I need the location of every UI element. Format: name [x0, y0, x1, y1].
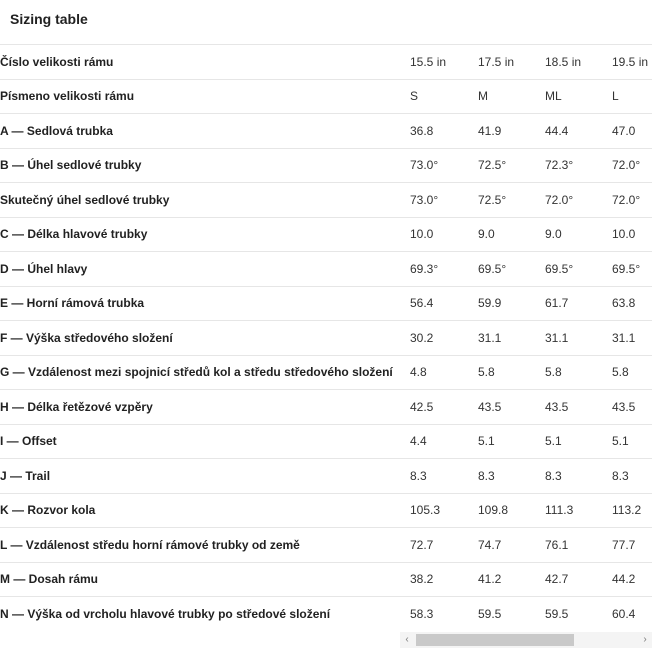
- table-cell: 42.5: [410, 399, 434, 414]
- table-cell: 73.0°: [410, 158, 439, 173]
- scroll-left-arrow-icon[interactable]: ‹: [405, 634, 409, 645]
- scrollbar-thumb[interactable]: [416, 634, 574, 646]
- table-row: [0, 459, 652, 494]
- table-row: [0, 528, 652, 563]
- row-label: J — Trail: [0, 468, 51, 483]
- row-label: I — Offset: [0, 434, 57, 449]
- table-cell: 9.0: [478, 227, 495, 242]
- header-label: Číslo velikosti rámu: [0, 54, 114, 69]
- table-cell: 44.2: [612, 572, 636, 587]
- table-cell: 72.7: [410, 537, 434, 552]
- table-cell: 109.8: [478, 503, 509, 518]
- table-row: [0, 217, 652, 252]
- table-cell: 77.7: [612, 537, 636, 552]
- table-cell: 59.5: [545, 607, 569, 621]
- table-cell: 10.0: [612, 227, 636, 242]
- table-cell: 8.3: [612, 468, 629, 483]
- table-cell: 5.8: [545, 365, 562, 380]
- row-label: B — Úhel sedlové trubky: [0, 158, 142, 173]
- row-label: Skutečný úhel sedlové trubky: [0, 192, 170, 207]
- row-label: A — Sedlová trubka: [0, 123, 113, 138]
- table-cell: 8.3: [410, 468, 427, 483]
- horizontal-scrollbar[interactable]: [400, 632, 652, 648]
- table-cell: 9.0: [545, 227, 562, 242]
- table-cell: 36.8: [410, 123, 434, 138]
- row-label: F — Výška středového složení: [0, 330, 173, 345]
- column-header: 17.5 in: [478, 54, 515, 69]
- column-header: 15.5 in: [410, 54, 447, 69]
- row-label: E — Horní rámová trubka: [0, 296, 145, 311]
- table-cell: 31.1: [545, 330, 569, 345]
- table-cell: 111.3: [545, 503, 574, 518]
- table-cell: 72.0°: [545, 192, 574, 207]
- table-cell: 69.5°: [478, 261, 507, 276]
- table-cell: 5.1: [478, 434, 495, 449]
- table-cell: 5.8: [612, 365, 629, 380]
- row-label: D — Úhel hlavy: [0, 261, 88, 276]
- table-cell: S: [410, 89, 419, 104]
- table-cell: 105.3: [410, 503, 441, 518]
- row-label: M — Dosah rámu: [0, 572, 99, 587]
- table-cell: 31.1: [612, 330, 636, 345]
- row-label: N — Výška od vrcholu hlavové trubky po středové složení: [0, 607, 331, 621]
- table-row: [0, 597, 652, 632]
- table-cell: 74.7: [478, 537, 502, 552]
- table-cell: 41.2: [478, 572, 502, 587]
- table-cell: 44.4: [545, 123, 569, 138]
- column-header: 19.5 in: [612, 54, 649, 69]
- table-cell: 72.5°: [478, 192, 507, 207]
- table-row: [0, 355, 652, 390]
- table-cell: ML: [545, 89, 562, 104]
- table-row: [0, 252, 652, 287]
- table-cell: 43.5: [545, 399, 569, 414]
- table-cell: 5.8: [478, 365, 495, 380]
- table-cell: 73.0°: [410, 192, 439, 207]
- table-row: [0, 286, 652, 321]
- table-row: [0, 183, 652, 218]
- table-cell: 69.3°: [410, 261, 439, 276]
- row-label: G — Vzdálenost mezi spojnicí středů kol a středu středového složení: [0, 365, 393, 380]
- table-cell: 43.5: [612, 399, 636, 414]
- sizing-table: [0, 44, 652, 631]
- table-cell: 47.0: [612, 123, 636, 138]
- table-cell: 4.8: [410, 365, 427, 380]
- table-row: [0, 114, 652, 149]
- table-row: [0, 148, 652, 183]
- table-cell: 72.0°: [612, 192, 641, 207]
- row-label: Písmeno velikosti rámu: [0, 89, 135, 104]
- table-cell: 59.5: [478, 607, 502, 621]
- table-cell: 4.4: [410, 434, 427, 449]
- table-row: [0, 321, 652, 356]
- table-cell: 42.7: [545, 572, 569, 587]
- column-header: 18.5 in: [545, 54, 582, 69]
- table-cell: 61.7: [545, 296, 569, 311]
- row-label: K — Rozvor kola: [0, 503, 96, 518]
- page-title: Sizing table: [10, 11, 88, 27]
- table-cell: 63.8: [612, 296, 636, 311]
- table-cell: 58.3: [410, 607, 434, 621]
- table-cell: 38.2: [410, 572, 434, 587]
- table-cell: L: [612, 89, 619, 104]
- table-cell: 69.5°: [612, 261, 641, 276]
- scroll-right-arrow-icon[interactable]: ›: [643, 634, 647, 645]
- table-cell: 69.5°: [545, 261, 574, 276]
- table-cell: 72.5°: [478, 158, 507, 173]
- table-scroll-area[interactable]: [0, 44, 652, 632]
- table-cell: 72.0°: [612, 158, 641, 173]
- table-cell: 113.2: [612, 503, 642, 518]
- table-cell: 43.5: [478, 399, 502, 414]
- table-row: [0, 493, 652, 528]
- table-row: [0, 424, 652, 459]
- table-cell: 5.1: [612, 434, 629, 449]
- table-cell: M: [478, 89, 488, 104]
- table-row: [0, 390, 652, 425]
- table-cell: 30.2: [410, 330, 434, 345]
- table-cell: 5.1: [545, 434, 562, 449]
- row-label: C — Délka hlavové trubky: [0, 227, 148, 242]
- sizing-table-body: [0, 45, 652, 632]
- table-cell: 56.4: [410, 296, 434, 311]
- table-row: [0, 79, 652, 114]
- row-label: H — Délka řetězové vzpěry: [0, 399, 153, 414]
- row-label: L — Vzdálenost středu horní rámové trubky od země: [0, 537, 300, 552]
- table-row: [0, 562, 652, 597]
- table-cell: 8.3: [545, 468, 562, 483]
- table-cell: 72.3°: [545, 158, 574, 173]
- table-cell: 8.3: [478, 468, 495, 483]
- table-cell: 59.9: [478, 296, 502, 311]
- table-cell: 60.4: [612, 607, 636, 621]
- table-cell: 41.9: [478, 123, 502, 138]
- table-header-row: [0, 45, 652, 80]
- table-cell: 10.0: [410, 227, 434, 242]
- table-cell: 76.1: [545, 537, 569, 552]
- table-cell: 31.1: [478, 330, 502, 345]
